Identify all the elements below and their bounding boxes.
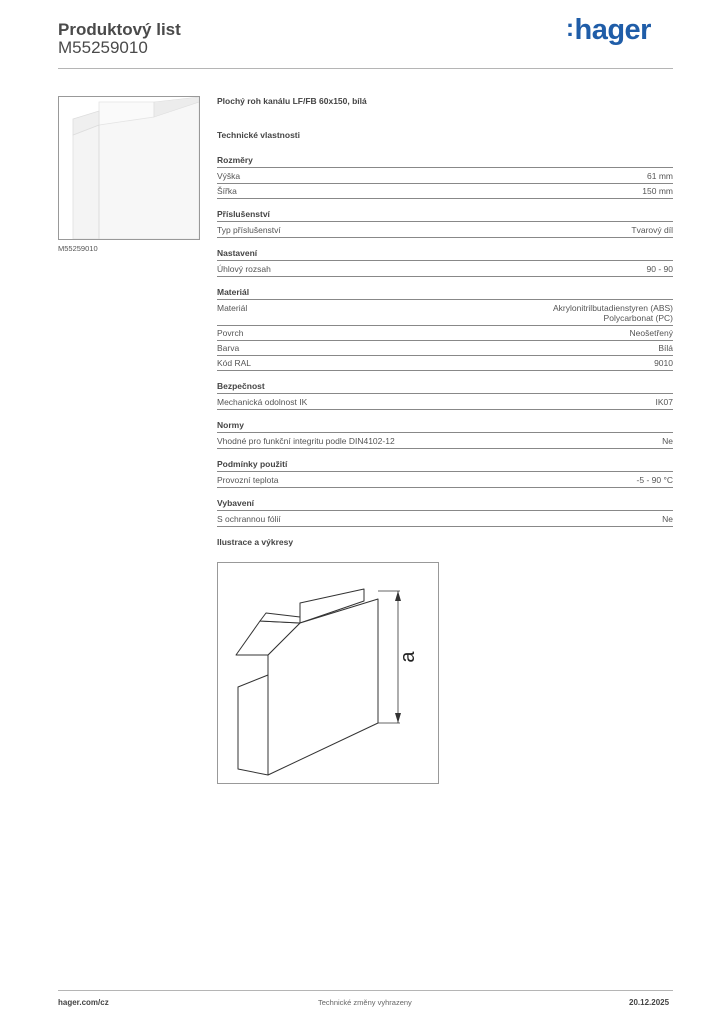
logo-colon: :	[566, 15, 574, 42]
property-group	[217, 155, 673, 199]
product-name: Plochý roh kanálu LF/FB 60x150, bílá	[217, 96, 367, 106]
property-group-title: Materiál	[217, 287, 673, 300]
property-label: Povrch	[217, 328, 244, 338]
property-row	[217, 169, 673, 184]
property-label: Barva	[217, 343, 240, 353]
footer-note: Technické změny vyhrazeny	[318, 998, 412, 1007]
property-value: Akrylonitrilbutadienstyren (ABS) Polycarbonat (PC)	[553, 303, 673, 323]
illustration-heading: Ilustrace a výkresy	[217, 537, 294, 547]
property-label: Provozní teplota	[217, 475, 279, 485]
property-value: Bílá	[658, 343, 673, 353]
tech-properties-heading: Technické vlastnosti	[217, 130, 300, 140]
footer-date: 20.12.2025	[629, 998, 670, 1007]
property-row	[217, 512, 673, 527]
property-value: 61 mm	[647, 171, 673, 181]
property-group	[217, 248, 673, 277]
property-groups	[217, 155, 673, 527]
property-group-title: Normy	[217, 420, 673, 433]
property-label: S ochrannou fólií	[217, 514, 281, 524]
property-row	[217, 326, 673, 341]
property-value: IK07	[655, 397, 673, 407]
property-row	[217, 395, 673, 410]
property-value: Ne	[662, 436, 673, 446]
property-label: Mechanická odolnost IK	[217, 397, 308, 407]
header-divider	[58, 68, 673, 69]
product-details	[217, 96, 673, 547]
property-value: 90 - 90	[646, 264, 673, 274]
property-group	[217, 287, 673, 371]
property-group-title: Rozměry	[217, 155, 673, 168]
product-photo	[58, 96, 200, 240]
footer-divider	[58, 990, 673, 991]
property-row	[217, 223, 673, 238]
technical-drawing-image	[218, 563, 438, 783]
property-row	[217, 356, 673, 371]
property-value: -5 - 90 °C	[636, 475, 673, 485]
property-group-title: Nastavení	[217, 248, 673, 261]
hager-logo	[566, 14, 651, 47]
property-label: Typ příslušenství	[217, 225, 281, 235]
property-row	[217, 473, 673, 488]
property-group-title: Vybavení	[217, 498, 673, 511]
page-title: Produktový list	[58, 20, 181, 39]
property-group	[217, 459, 673, 488]
technical-drawing	[217, 562, 439, 784]
product-code: M55259010	[58, 38, 148, 57]
property-group	[217, 381, 673, 410]
property-row	[217, 262, 673, 277]
property-row	[217, 341, 673, 356]
property-row	[217, 301, 673, 326]
property-group	[217, 209, 673, 238]
property-value: Neošetřený	[629, 328, 673, 338]
property-value: Ne	[662, 514, 673, 524]
product-photo-image	[59, 97, 199, 239]
logo-text: hager	[574, 14, 651, 46]
property-label: Úhlový rozsah	[217, 264, 271, 274]
property-label: Šířka	[217, 186, 237, 196]
property-value: 9010	[654, 358, 673, 368]
footer-website-link[interactable]: hager.com/cz	[58, 998, 109, 1007]
property-label: Kód RAL	[217, 358, 252, 368]
property-group-title: Příslušenství	[217, 209, 673, 222]
property-row	[217, 434, 673, 449]
property-value: Tvarový díl	[631, 225, 673, 235]
property-group-title: Bezpečnost	[217, 381, 673, 394]
property-label: Výška	[217, 171, 241, 181]
property-group	[217, 498, 673, 527]
property-value: 150 mm	[642, 186, 673, 196]
property-row	[217, 184, 673, 199]
property-label: Materiál	[217, 303, 248, 313]
property-group	[217, 420, 673, 449]
dimension-label: a	[397, 651, 419, 663]
property-label: Vhodné pro funkční integritu podle DIN4102-12	[217, 436, 395, 446]
photo-caption: M55259010	[58, 244, 98, 253]
property-group-title: Podmínky použití	[217, 459, 673, 472]
